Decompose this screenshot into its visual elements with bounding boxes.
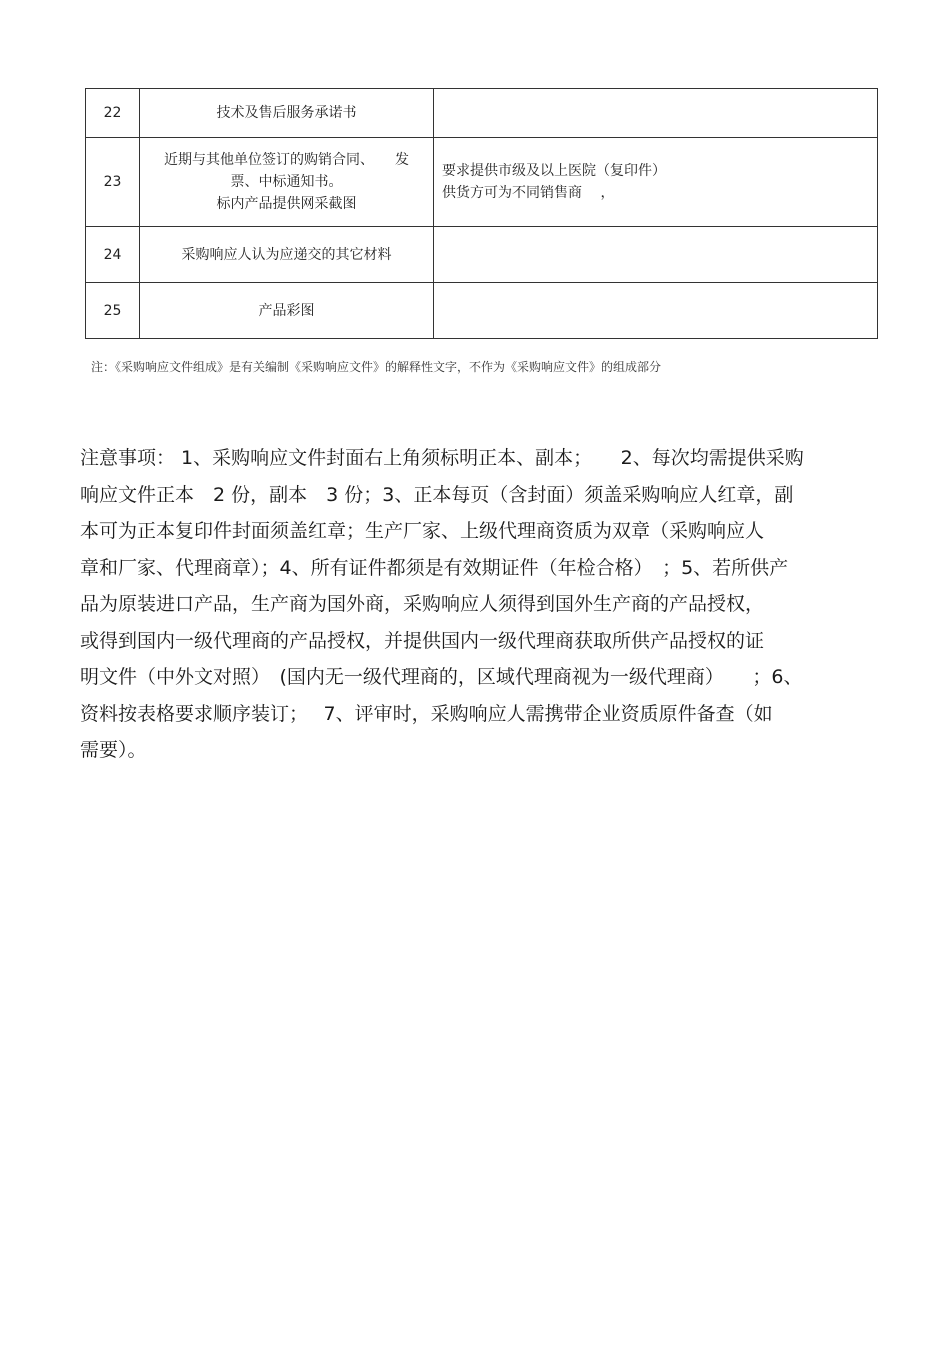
row-number: 22 <box>86 89 140 138</box>
notice-line: 章和厂家、代理商章）；4、所有证件都须是有效期证件（年检合格） ；5、若所供产 <box>80 556 789 579</box>
notice-line: 本可为正本复印件封面须盖红章；生产厂家、上级代理商资质为双章（采购响应人 <box>80 520 765 542</box>
table-footnote: 注：《采购响应文件组成》是有关编制《采购响应文件》的解释性文字，不作为《采购响应文件》的组成部分 <box>91 360 662 374</box>
table-row <box>86 138 878 227</box>
notice-line: 品为原装进口产品，生产商为国外商，采购响应人须得到国外生产商的产品授权， <box>80 593 765 615</box>
row-item-name: 采购响应人认为应递交的其它材料 <box>140 227 434 283</box>
row-item-name: 技术及售后服务承诺书 <box>140 89 434 138</box>
table-row <box>86 227 878 283</box>
notice-line: 明文件（中外文对照） (国内无一级代理商的，区域代理商视为一级代理商） ；6、 <box>80 666 803 688</box>
notice-line: 资料按表格要求顺序装订； 7、评审时，采购响应人需携带企业资质原件备查（如 <box>80 702 773 725</box>
row-item-name: 近期与其他单位签订的购销合同、 发 票、中标通知书。 标内产品提供网采截图 <box>140 138 434 227</box>
row-requirement <box>434 89 878 138</box>
materials-table <box>85 88 878 339</box>
table-row <box>86 89 878 138</box>
row-requirement <box>434 283 878 339</box>
row-item-name: 产品彩图 <box>140 283 434 339</box>
row-number: 25 <box>86 283 140 339</box>
row-requirement <box>434 227 878 283</box>
notice-line: 或得到国内一级代理商的产品授权，并提供国内一级代理商获取所供产品授权的证 <box>80 629 765 652</box>
notice-line: 需要）。 <box>80 739 147 761</box>
row-number: 24 <box>86 227 140 283</box>
row-requirement: 要求提供市级及以上医院（复印件） 供货方可为不同销售商 ， <box>434 138 878 227</box>
notice-paragraph <box>80 440 880 769</box>
notice-line: 注意事项： 1、采购响应文件封面右上角须标明正本、副本； 2、每次均需提供采购 <box>80 447 804 469</box>
notice-line: 响应文件正本 2 份，副本 3 份；3、正本每页（含封面）须盖采购响应人红章，副 <box>80 483 794 506</box>
table-row <box>86 283 878 339</box>
row-number: 23 <box>86 138 140 227</box>
